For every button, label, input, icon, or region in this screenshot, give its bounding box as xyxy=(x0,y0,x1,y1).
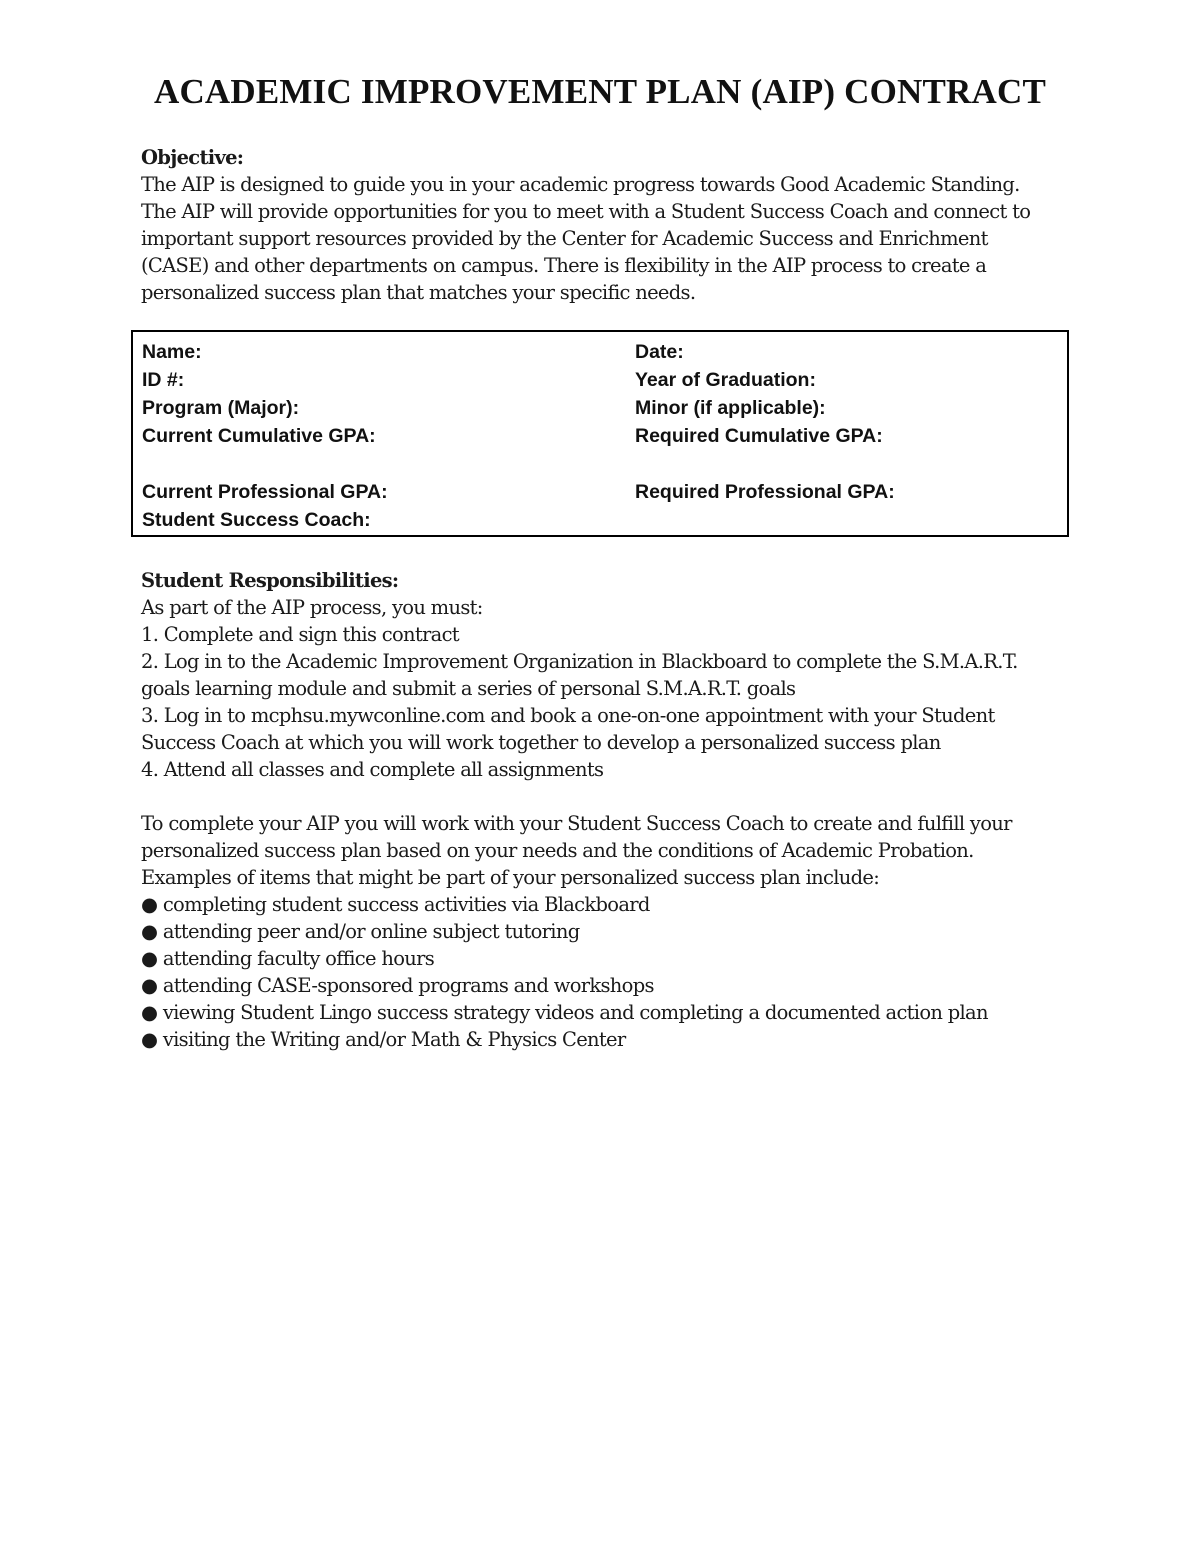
responsibilities-line: 1. Complete and sign this contract xyxy=(141,623,459,646)
required-cumulative-gpa-label: Required Cumulative GPA: xyxy=(635,425,883,447)
success-plan-line: To complete your AIP you will work with your Student Success Coach to create and fulfill your xyxy=(141,812,1012,835)
bullet-item: ● viewing Student Lingo success strategy videos and completing a documented action plan xyxy=(141,1001,988,1024)
responsibilities-heading: Student Responsibilities: xyxy=(141,569,399,592)
date-label: Date: xyxy=(635,341,684,363)
bullet-item: ● visiting the Writing and/or Math & Physics Center xyxy=(141,1028,626,1051)
success-plan-line: personalized success plan based on your needs and the conditions of Academic Probation. xyxy=(141,839,974,862)
responsibilities-line: 2. Log in to the Academic Improvement Organization in Blackboard to complete the S.M.A.R.T. xyxy=(141,650,1018,673)
responsibilities-line: As part of the AIP process, you must: xyxy=(141,596,483,619)
bullet-item: ● attending CASE-sponsored programs and workshops xyxy=(141,974,654,997)
objective-line: The AIP is designed to guide you in your academic progress towards Good Academic Standing. xyxy=(141,173,1020,196)
objective-line: The AIP will provide opportunities for you to meet with a Student Success Coach and connect to xyxy=(141,200,1031,223)
objective-section xyxy=(141,144,1071,306)
responsibilities-section xyxy=(141,567,1071,783)
responsibilities-line: Success Coach at which you will work together to develop a personalized success plan xyxy=(141,731,941,754)
required-professional-gpa-label: Required Professional GPA: xyxy=(635,481,895,503)
success-plan-section xyxy=(141,810,1071,1053)
program-label: Program (Major): xyxy=(142,397,300,419)
responsibilities-line: 4. Attend all classes and complete all assignments xyxy=(141,758,604,781)
document-title: ACADEMIC IMPROVEMENT PLAN (AIP) CONTRACT xyxy=(153,72,1047,111)
bullet-item: ● completing student success activities via Blackboard xyxy=(141,893,650,916)
student-success-coach-label: Student Success Coach: xyxy=(142,509,371,531)
current-professional-gpa-label: Current Professional GPA: xyxy=(142,481,388,503)
objective-line: personalized success plan that matches your specific needs. xyxy=(141,281,696,304)
year-of-graduation-label: Year of Graduation: xyxy=(635,369,816,391)
student-info-box xyxy=(131,330,1069,537)
objective-line: important support resources provided by the Center for Academic Success and Enrichment xyxy=(141,227,988,250)
success-plan-line: Examples of items that might be part of your personalized success plan include: xyxy=(141,866,880,889)
bullet-item: ● attending faculty office hours xyxy=(141,947,435,970)
objective-heading: Objective: xyxy=(141,146,244,169)
responsibilities-line: 3. Log in to mcphsu.mywconline.com and book a one-on-one appointment with your Student xyxy=(141,704,995,727)
responsibilities-line: goals learning module and submit a series of personal S.M.A.R.T. goals xyxy=(141,677,796,700)
objective-line: (CASE) and other departments on campus. There is flexibility in the AIP process to create a xyxy=(141,254,987,277)
current-cumulative-gpa-label: Current Cumulative GPA: xyxy=(142,425,376,447)
bullet-item: ● attending peer and/or online subject tutoring xyxy=(141,920,580,943)
name-label: Name: xyxy=(142,341,202,363)
id-label: ID #: xyxy=(142,369,185,391)
minor-label: Minor (if applicable): xyxy=(635,397,826,419)
